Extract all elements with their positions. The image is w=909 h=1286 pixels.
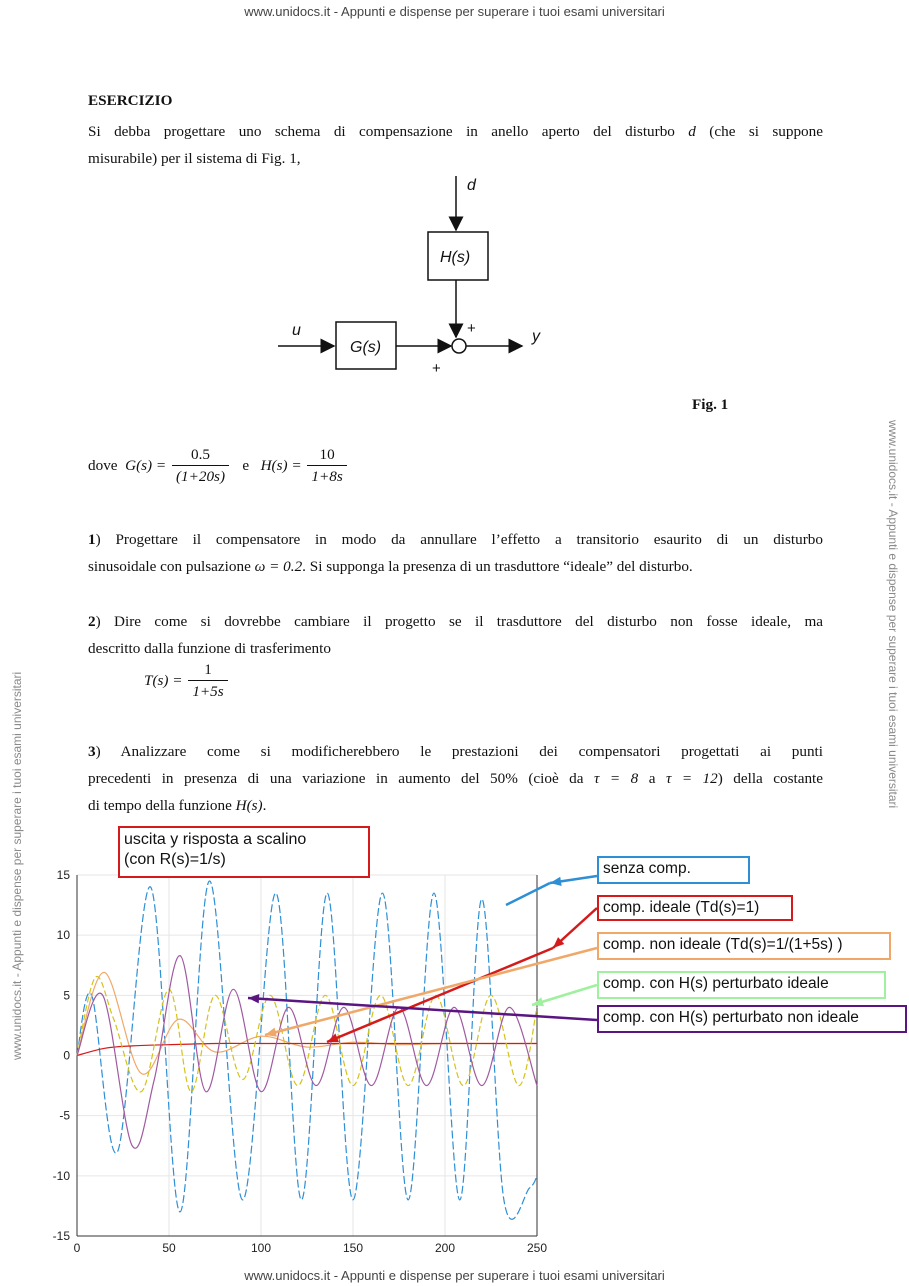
fraction-g: $\frac{0.5}{(1+20s)}$ xyxy=(172,445,229,488)
watermark-right: www.unidocs.it - Appunti e dispense per superare i tuoi esami universitari xyxy=(886,420,900,809)
x-tick-label: 200 xyxy=(434,1241,456,1255)
legend-comp-non-ideale: comp. non ideale (Td(s)=1/(1+5s) ) xyxy=(597,932,891,960)
watermark-left: www.unidocs.it - Appunti e dispense per superare i tuoi esami universitari xyxy=(10,671,24,1060)
plot-title-box xyxy=(118,826,370,878)
annotation-arrow-blue-seg xyxy=(506,883,550,905)
fraction-h: $\frac{10}{1+8s}$ xyxy=(307,445,346,488)
annotation-arrow-orange xyxy=(265,948,597,1035)
diagram-sign-top: + xyxy=(467,320,476,337)
block-diagram xyxy=(270,170,560,390)
question-2: 2) Dire come si dovrebbe cambiare il progetto se il trasduttore del disturbo non fosse ideale, ma descritto dalla funzione di trasferimento xyxy=(88,613,823,657)
x-tick-label: 100 xyxy=(250,1241,272,1255)
exercise-intro xyxy=(88,118,823,172)
y-tick-label: 10 xyxy=(56,928,70,943)
diagram-d-label: d xyxy=(467,177,476,194)
x-tick-label: 150 xyxy=(342,1241,364,1255)
question-3: 3) Analizzare come si modificherebbero le prestazioni dei compensatori progettati ai punti precedenti in presenza di una variazione in aumento del 50% (cioè da τ = 8 a τ = 12) della costante di tempo della funzione H(s). xyxy=(88,743,824,814)
legend-comp-ideale: comp. ideale (Td(s)=1) xyxy=(597,895,793,921)
diagram-sign-bottom: + xyxy=(432,360,441,377)
plot-title-line-2: (con R(s)=1/s) xyxy=(124,851,226,868)
diagram-g-label: G(s) xyxy=(350,339,382,356)
summing-junction xyxy=(452,339,466,353)
y-tick-label: 0 xyxy=(63,1048,70,1063)
diagram-u-label: u xyxy=(292,322,301,339)
legend-h-perturbato-ideale: comp. con H(s) perturbato ideale xyxy=(597,971,886,999)
exercise-heading: ESERCIZIO xyxy=(88,92,173,109)
diagram-y-label: y xyxy=(532,328,540,345)
legend-h-perturbato-non-ideale: comp. con H(s) perturbato non ideale xyxy=(597,1005,907,1033)
y-tick-label: -5 xyxy=(59,1108,70,1123)
watermark-bottom: www.unidocs.it - Appunti e dispense per superare i tuoi esami universitari xyxy=(244,1268,665,1283)
fraction-t: $\frac{1}{1+5s}$ xyxy=(188,660,227,703)
series-line-3 xyxy=(77,976,537,1091)
question-1: 1) Progettare il compensatore in modo da annullare l’effetto a transitorio esaurito di un disturbo sinusoidale con pulsazione ω = 0.2. Si supponga la presenza di un trasduttore “ideale” del disturbo. xyxy=(88,531,823,575)
y-tick-label: 15 xyxy=(56,868,70,882)
figure-caption: Fig. 1 xyxy=(692,396,729,413)
plot-title-line-1: uscita y risposta a scalino xyxy=(124,831,307,848)
intro-line-1: Si debba progettare uno schema di compensazione in anello aperto del disturbo d (che si suppone xyxy=(88,123,823,140)
y-tick-label: -15 xyxy=(52,1229,70,1243)
y-tick-label: -10 xyxy=(52,1168,70,1183)
equation-g-h: dove G(s) = $\frac{0.5}{(1+20s)}$ e H(s) = $\frac{10}{1+8s}$ xyxy=(88,445,349,488)
x-tick-label: 50 xyxy=(162,1241,176,1255)
legend-senza-comp: senza comp. xyxy=(597,856,750,884)
intro-line-2: misurabile) per il sistema di Fig. 1, xyxy=(88,150,301,167)
x-tick-label: 250 xyxy=(526,1241,548,1255)
annotation-arrow-blue-head xyxy=(550,877,562,886)
annotation-arrow-green-head xyxy=(532,997,544,1006)
series-line-0 xyxy=(77,881,537,1219)
watermark-top: www.unidocs.it - Appunti e dispense per superare i tuoi esami universitari xyxy=(244,4,665,19)
diagram-h-label: H(s) xyxy=(440,249,471,266)
x-tick-label: 0 xyxy=(73,1241,81,1255)
y-tick-label: 5 xyxy=(63,988,70,1003)
equation-t: T(s) = $\frac{1}{1+5s}$ xyxy=(144,660,230,703)
